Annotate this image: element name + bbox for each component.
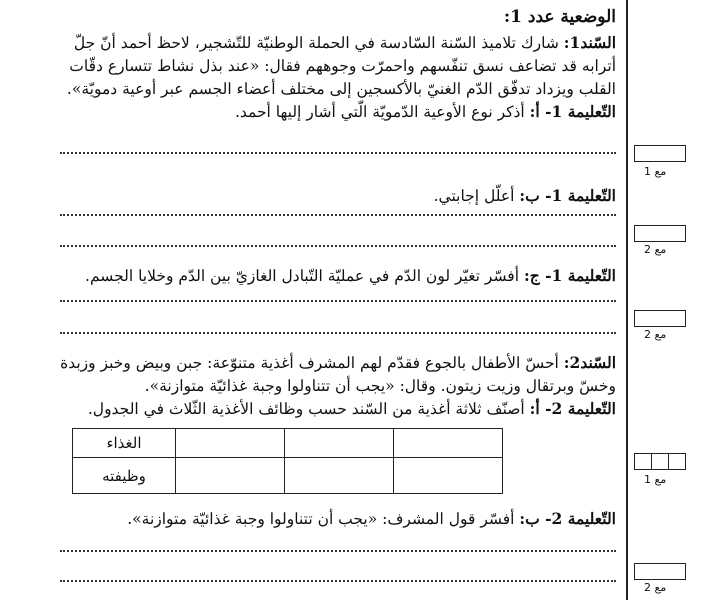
table-cell[interactable] [176, 429, 285, 458]
table-header-function: وظيفته [73, 458, 176, 494]
score-box-triple[interactable] [634, 453, 686, 470]
criterion-label: مع 2 [644, 243, 667, 256]
sanad2-label: السّند2: [563, 353, 616, 372]
criterion-label: مع 1 [644, 473, 667, 486]
score-box[interactable] [634, 310, 686, 327]
sanad1-line2: أترابه قد تضاعف نسق تنفّسهم واحمرّت وجوههم فقال: «عند بذل نشاط تتسارع دقّات [69, 57, 616, 75]
sanad1-label: السّند1: [563, 33, 616, 52]
exercise-title: الوضعية عدد 1: [503, 7, 616, 27]
question-1b: التّعليمة 1- ب: أعلّل إجابتي. [433, 186, 616, 205]
answer-line[interactable] [60, 245, 616, 247]
answer-line[interactable] [60, 300, 616, 302]
answer-line[interactable] [60, 332, 616, 334]
criterion-label: مع 2 [644, 581, 667, 594]
question-1a: التّعليمة 1- أ: أذكر نوع الأوعية الدّمويّة الّتي أشار إليها أحمد. [234, 102, 616, 121]
sanad1-line1: السّند1: شارك تلاميذ السّنة السّادسة في الحملة الوطنيّة للتّشجير، لاحظ أحمد أنّ جلّ [73, 33, 616, 52]
table-cell[interactable] [285, 458, 394, 494]
answer-line[interactable] [60, 580, 616, 582]
score-box[interactable] [634, 225, 686, 242]
margin-divider [626, 0, 628, 600]
table-cell[interactable] [285, 429, 394, 458]
sanad2-line1: السّند2: أحسّ الأطفال بالجوع فقدّم لهم المشرف أغذية متنوّعة: جبن وبيض وخبز وزبدة [60, 353, 616, 372]
answer-line[interactable] [60, 152, 616, 154]
sanad2-line2: وخسّ وبرتقال وزيت زيتون. وقال: «يجب أن تتناولوا وجبة غذائيّة متوازنة». [144, 377, 616, 395]
table-header-food: الغذاء [73, 429, 176, 458]
question-2b: التّعليمة 2- ب: أفسّر قول المشرف: «يجب أن تتناولوا وجبة غذائيّة متوازنة». [127, 509, 616, 528]
table-cell[interactable] [394, 429, 503, 458]
answer-line[interactable] [60, 550, 616, 552]
food-classification-table [72, 428, 503, 494]
table-cell[interactable] [394, 458, 503, 494]
answer-line[interactable] [60, 214, 616, 216]
score-box[interactable] [634, 563, 686, 580]
table-cell[interactable] [176, 458, 285, 494]
question-1c-label: التّعليمة 1- ج: [523, 266, 616, 285]
question-1c: التّعليمة 1- ج: أفسّر تغيّر لون الدّم في عمليّة التّبادل الغازيّ بين الدّم وخلايا الجسم. [85, 266, 616, 285]
sanad1-line3: القلب ويزداد تدفّق الدّم الغنيّ بالأكسجين إلى مختلف أعضاء الجسم عبر أوعية دمويّة». [66, 80, 616, 98]
question-2a-label: التّعليمة 2- أ: [529, 399, 616, 418]
question-1b-label: التّعليمة 1- ب: [519, 186, 616, 205]
question-1a-label: التّعليمة 1- أ: [529, 102, 616, 121]
question-2a: التّعليمة 2- أ: أصنّف ثلاثة أغذية من السّند حسب وظائف الأغذية الثّلاث في الجدول. [87, 399, 616, 418]
criterion-label: مع 2 [644, 328, 667, 341]
question-2b-label: التّعليمة 2- ب: [519, 509, 616, 528]
score-box[interactable] [634, 145, 686, 162]
criterion-label: مع 1 [644, 165, 667, 178]
